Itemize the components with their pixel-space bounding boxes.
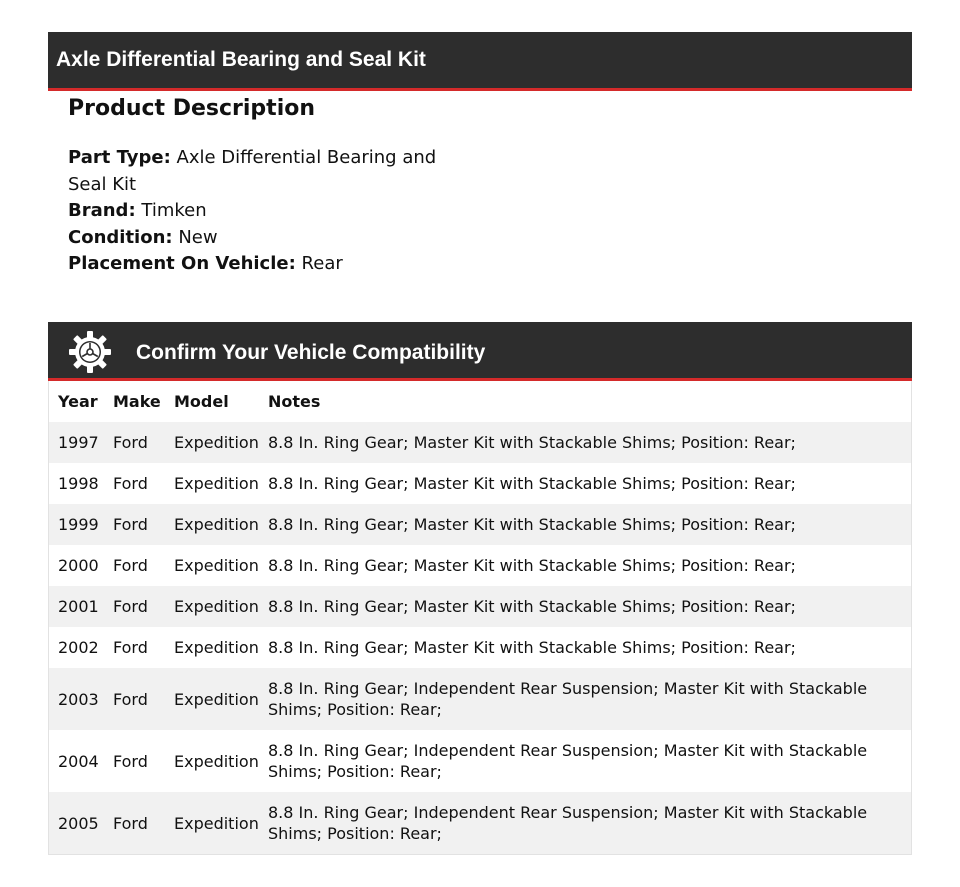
- part-type-value: Axle Differential Bearing and Seal Kit: [68, 147, 437, 195]
- cell-notes: 8.8 In. Ring Gear; Master Kit with Stackable Shims; Position: Rear;: [268, 433, 796, 452]
- cell-notes: 8.8 In. Ring Gear; Master Kit with Stackable Shims; Position: Rear;: [268, 556, 796, 575]
- brand-label: Brand:: [68, 200, 136, 221]
- cell-model: Expedition: [174, 474, 259, 493]
- cell-year: 1999: [58, 515, 99, 534]
- description-heading: Product Description: [68, 96, 316, 121]
- table-row: [49, 422, 911, 463]
- cell-make: Ford: [113, 515, 148, 534]
- cell-model: Expedition: [174, 638, 259, 657]
- table-row: [49, 545, 911, 586]
- cell-year: 1997: [58, 433, 99, 452]
- cell-model: Expedition: [174, 433, 259, 452]
- product-title: Axle Differential Bearing and Seal Kit: [56, 48, 426, 71]
- table-row: [49, 627, 911, 668]
- cell-make: Ford: [113, 474, 148, 493]
- cell-notes: 8.8 In. Ring Gear; Independent Rear Suspension; Master Kit with Stackable Shims; Position: Rear;: [268, 741, 868, 781]
- cell-make: Ford: [113, 556, 148, 575]
- part-type-label: Part Type:: [68, 147, 171, 168]
- table-row: [49, 586, 911, 627]
- cell-make: Ford: [113, 751, 148, 771]
- cell-make: Ford: [113, 433, 148, 452]
- product-description: [68, 96, 448, 278]
- table-row: [49, 668, 911, 730]
- condition-value: New: [178, 226, 218, 248]
- column-header-make: Make: [113, 392, 161, 411]
- column-header-model: Model: [174, 392, 229, 411]
- placement-label: Placement On Vehicle:: [68, 253, 296, 274]
- cell-notes: 8.8 In. Ring Gear; Master Kit with Stackable Shims; Position: Rear;: [268, 638, 796, 657]
- cell-year: 2005: [58, 813, 99, 833]
- cell-notes: 8.8 In. Ring Gear; Independent Rear Suspension; Master Kit with Stackable Shims; Position: Rear;: [268, 803, 868, 843]
- cell-notes: 8.8 In. Ring Gear; Master Kit with Stackable Shims; Position: Rear;: [268, 474, 796, 493]
- cell-model: Expedition: [174, 556, 259, 575]
- compatibility-table: [48, 381, 912, 855]
- cell-model: Expedition: [174, 813, 259, 833]
- cell-year: 1998: [58, 474, 99, 493]
- cell-year: 2002: [58, 638, 99, 657]
- column-header-year: Year: [58, 392, 98, 411]
- cell-year: 2000: [58, 556, 99, 575]
- table-header-row: [49, 381, 911, 422]
- cell-make: Ford: [113, 813, 148, 833]
- cell-notes: 8.8 In. Ring Gear; Master Kit with Stackable Shims; Position: Rear;: [268, 515, 796, 534]
- table-row: [49, 504, 911, 545]
- cell-model: Expedition: [174, 515, 259, 534]
- compatibility-header: [48, 322, 912, 381]
- brand-value: Timken: [141, 200, 207, 221]
- column-header-notes: Notes: [268, 392, 321, 411]
- cell-make: Ford: [113, 597, 148, 616]
- product-title-bar: [48, 32, 912, 91]
- cell-model: Expedition: [174, 689, 259, 709]
- cell-model: Expedition: [174, 597, 259, 616]
- table-row: [49, 730, 911, 792]
- placement-value: Rear: [301, 253, 343, 274]
- table-row: [49, 463, 911, 504]
- compatibility-title: Confirm Your Vehicle Compatibility: [136, 341, 486, 364]
- cell-notes: 8.8 In. Ring Gear; Master Kit with Stackable Shims; Position: Rear;: [268, 597, 796, 616]
- table-row: [49, 792, 911, 854]
- description-fields: [68, 145, 448, 278]
- cell-model: Expedition: [174, 751, 259, 771]
- cell-make: Ford: [113, 638, 148, 657]
- cell-notes: 8.8 In. Ring Gear; Independent Rear Suspension; Master Kit with Stackable Shims; Position: Rear;: [268, 679, 868, 719]
- cell-year: 2001: [58, 597, 99, 616]
- cell-year: 2004: [58, 751, 99, 771]
- cell-make: Ford: [113, 689, 148, 709]
- condition-label: Condition:: [68, 226, 173, 248]
- cell-year: 2003: [58, 689, 99, 709]
- gear-icon: [68, 330, 112, 374]
